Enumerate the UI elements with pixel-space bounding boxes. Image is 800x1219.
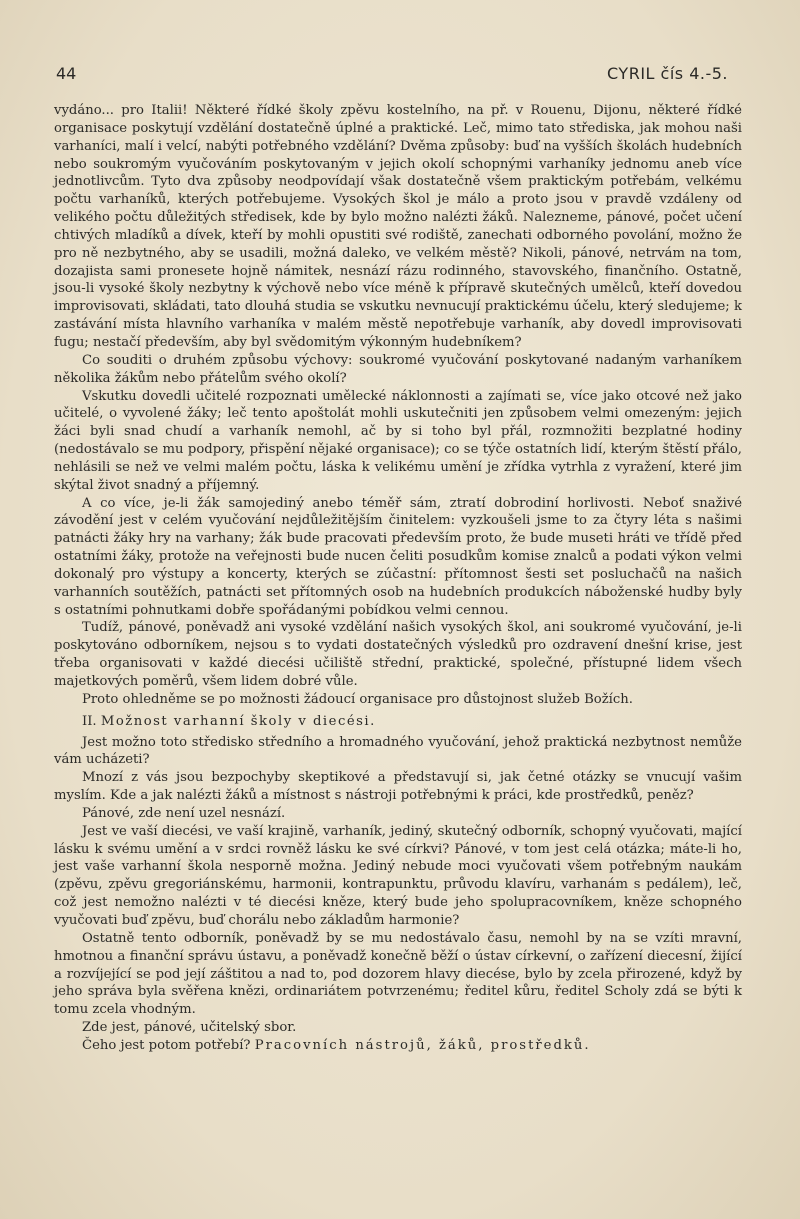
article-body bbox=[54, 102, 742, 1055]
page-number: 44 bbox=[56, 64, 77, 83]
paragraph: Mnozí z vás jsou bezpochyby skeptikové a představují si, jak četné otázky se vnucují vašim myslím. Kde a jak nalézti žáků a místnost s nástroji potřebnými k práci, kde prostředků, peněz? bbox=[54, 770, 742, 804]
paragraph: Ostatně tento odborník, poněvadž by se mu nedostávalo času, nemohl by na se vzíti mravní, hmotnou a finanční správu ústavu, a poněvadž konečně běží o ústav církevní, o zařízení diecesní, žijící a rozvíjející se pod její záštitou a nad to, pod dozorem hlavy diecése, bylo by zcela přirozené, když by jeho správa byla svěřena knězi, ordinariátem potvrzenému; ředitel kůru, ředitel Scholy zdá se býti k tomu zcela vhodným. bbox=[54, 930, 742, 1018]
paragraph: Proto ohledněme se po možnosti žádoucí organisace pro důstojnost služeb Božích. bbox=[82, 691, 633, 707]
paragraph: Zde jest, pánové, učitelský sbor. bbox=[82, 1020, 297, 1036]
paragraph: Pánové, zde není uzel nesnází. bbox=[82, 805, 286, 821]
section-title: Možnost varhanní školy v diecési. bbox=[100, 713, 376, 729]
section-number: II. bbox=[82, 713, 97, 729]
paragraph: Vskutku dovedli učitelé rozpoznati umělecké náklonnosti a zajímati se, více jako otcové než jako učitelé, o vyvolené žáky; leč tento apoštolát mohli uskutečniti jen způsobem velmi omezeným: jejich žáci byli snad chudí a varhaník nemohl, ač by si toho byl přál, rozmnožiti bezplatné hodiny (nedostávalo se mu podpory, přispění nějaké organisace); co se týče ostatních lidí, kterým štěstí přálo, nehlásili se než ve velmi malém počtu, láska k velikému umění je zřídka vytrhla z vyražení, které jim skýtal život snadný a příjemný. bbox=[54, 388, 742, 493]
paragraph: Co souditi o druhém způsobu výchovy: soukromé vyučování poskytované nadaným varhaníkem několika žákům nebo přátelům svého okolí? bbox=[54, 352, 742, 386]
paragraph: Jest ve vaší diecési, ve vaší krajině, varhaník, jediný, skutečný odborník, schopný vyučovati, mající lásku k svému umění a v srdci rovněž lásku ke své církvi? Pánové, v tom jest celá otázka; máte-li ho, jest vaše varhanní škola nesporně možna. Jediný nebude moci vyučovati všem potřebným naukám (zpěvu, zpěvu gregoriánskému, harmonii, kontrapunktu, průvodu klavíru, varhanám s pedálem), leč, což jest nemožno nalézti v té diecési kněze, který bude jeho spolupracovníkem, kněze schopného vyučovati buď zpěvu, buď chorálu nebo základům harmonie? bbox=[54, 823, 742, 928]
paragraph: Tudíž, pánové, poněvadž ani vysoké vzdělání našich vysokých škol, ani soukromé vyučování, je-li poskytováno odborníkem, nejsou s to vydati dostatečných výsledků pro ozdravení dnešní krise, jest třeba organisovati v každé diecési učiliště střední, praktické, společné, přístupné lidem všech majetkových poměrů, všem lidem dobré vůle. bbox=[54, 620, 742, 689]
final-line-lead: Čeho jest potom potřebí? bbox=[82, 1037, 251, 1053]
paragraph: A co více, je-li žák samojediný anebo téměř sám, ztratí dobrodiní horlivosti. Neboť snaživé závodění jest v celém vyučování nejdůležitějším činitelem: vyzkoušeli jsme to za čtyry léta s našimi patnácti žáky hry na varhany; žák bude pracovati především proto, že bude museti hráti ve třídě před ostatními žáky, protože na veřejnosti bude nucen čeliti posudkům komise znalců a podati výkon velmi dokonalý pro výstupy a koncerty, kterých se zúčastní: přítomnost šesti set posluchačů na našich varhanních soutěžích, patnácti set přítomných osob na hudebních produkcích náboženské hudby byly s ostatními pohnutkami dobře spořádanými pobídkou velmi cennou. bbox=[54, 495, 742, 618]
paragraph: vydáno... pro Italii! Některé řídké školy zpěvu kostelního, na př. v Rouenu, Dijonu, některé řídké organisace poskytují vzdělání dostatečně úplné a praktické. Leč, mimo tato střediska, jak mohou naši varhaníci, malí i velcí, nabýti potřebného vzdělání? Dvěma způsoby: buď na vyšších školách hudebních nebo soukromým vyučováním poskytovaným v jejich okolí schopnými varhaníky jednomu aneb více jednotlivcům. Tyto dva způsoby neodpovídají však dostatečně všem praktickým potřebám, velkému počtu varhaníků, kterých potřebujeme. Vysokých škol je málo a proto jsou v pravdě vzdáleny od velikého počtu důležitých středisek, kde by bylo možno nalézti žáků. Nalezneme, pánové, počet učení chtivých mladíků a dívek, kteří by mohli opustiti své rodiště, zanechati odborného povolání, možno že pro ně nezbytného, aby se usadili, možná daleko, ve velkém městě? Nikoli, pánové, netrvám na tom, dozajista sami pronesete hojně námitek, nesnází rázu rodinného, stavovského, finančního. Ostatně, jsou-li vysoké školy nezbytny k výchově nebo více méně k přípravě skutečných umělců, kteří dovedou improvisovati, skládati, tato dlouhá studia se vskutku nevnucují praktickému účelu, který sledujeme; k zastávání místa hlavního varhaníka v malém městě nepotřebuje varhaník, aby dovedl improvisovati fugu; nestačí především, aby byl svědomitým výkonným hudebníkem? bbox=[54, 103, 742, 350]
page-header bbox=[56, 64, 728, 88]
paragraph: Jest možno toto středisko středního a hromadného vyučování, jehož praktická nezbytnost nemůže vám ucházeti? bbox=[54, 734, 742, 768]
section-heading bbox=[54, 713, 742, 731]
final-line bbox=[54, 1037, 742, 1055]
running-head: CYRIL čís 4.-5. bbox=[607, 64, 728, 83]
final-line-emphasis: Pracovních nástrojů, žáků, prostředků. bbox=[254, 1037, 591, 1053]
